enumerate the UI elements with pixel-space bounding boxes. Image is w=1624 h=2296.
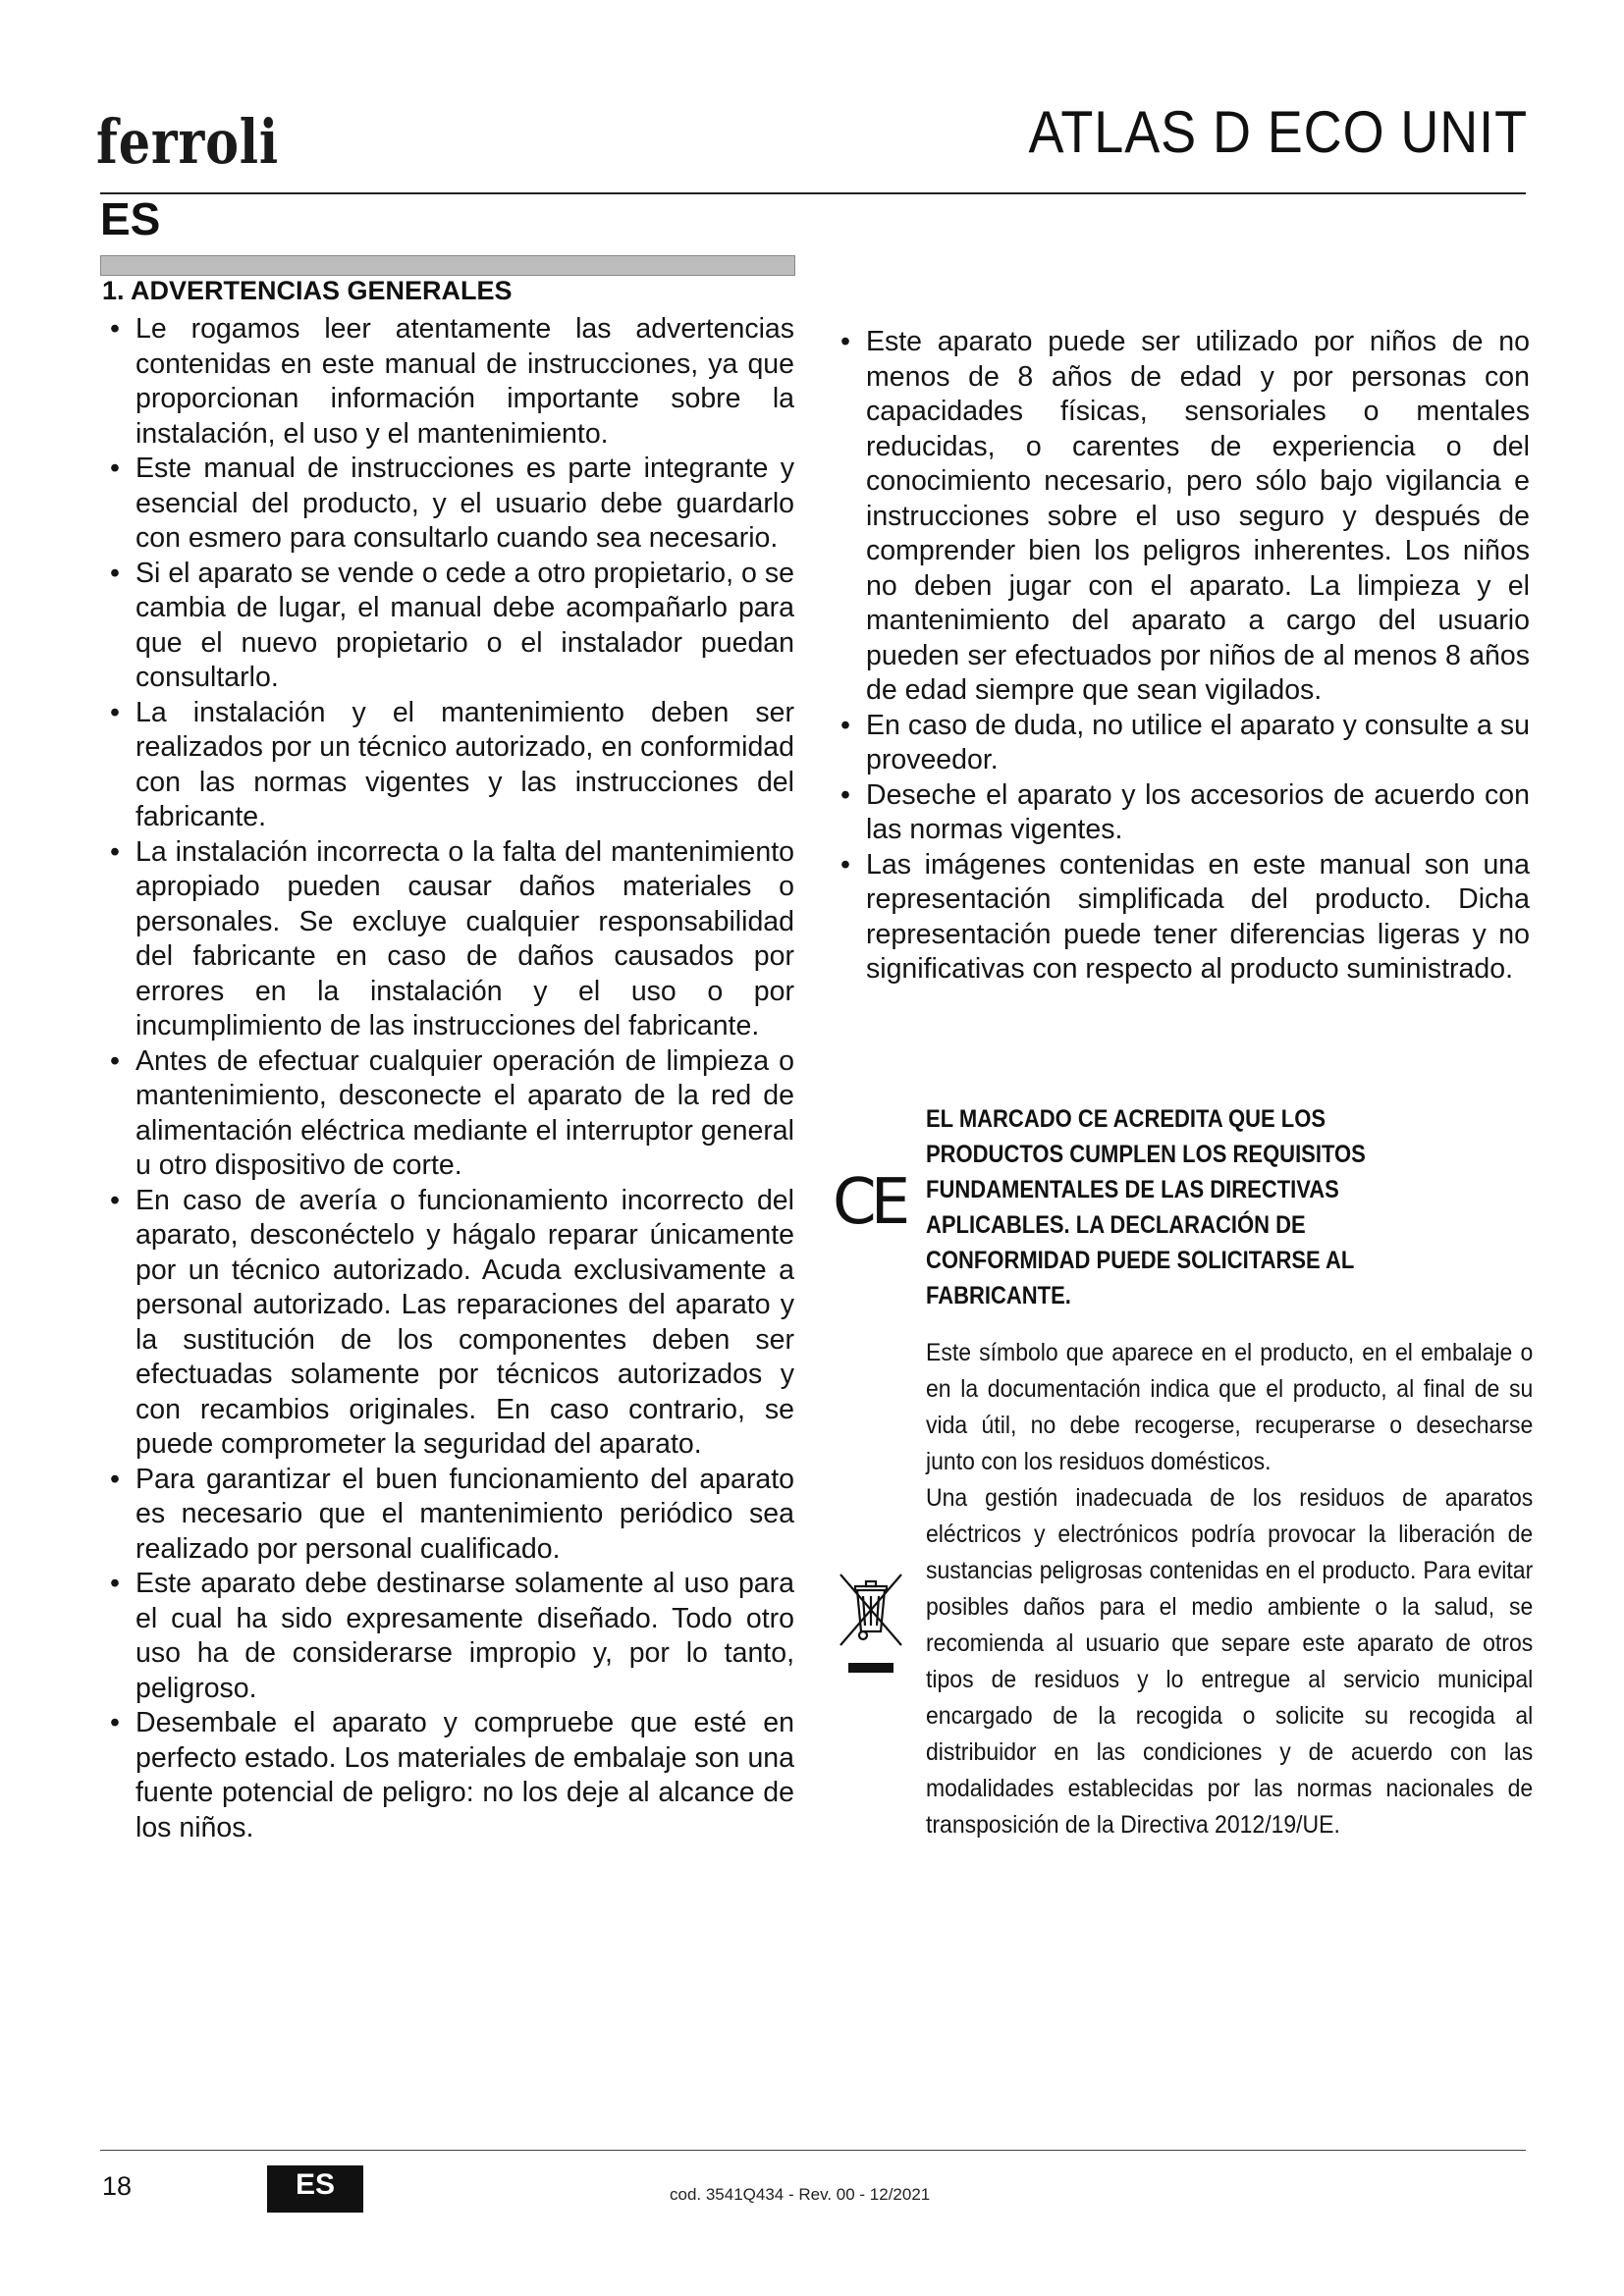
list-item: • Si el aparato se vende o cede a otro propietario, o se cambia de lugar, el manual debe acompañarlo para que el nuevo propietario o el instalador puedan consultarlo. xyxy=(100,557,794,696)
bullet-icon: • xyxy=(110,1568,120,1599)
ce-mark-icon: CE xyxy=(833,1166,905,1239)
list-item: • En caso de duda, no utilice el aparato y consulte a su proveedor. xyxy=(831,709,1530,778)
bullet-icon: • xyxy=(110,696,120,728)
bullet-icon: • xyxy=(110,1184,120,1216)
list-item: • Le rogamos leer atentamente las advertencias contenidas en este manual de instrucciones, ya que proporcionan información importante sobre la instalación, el uso y el mantenimiento. xyxy=(100,312,794,452)
bullet-icon: • xyxy=(110,1463,120,1495)
list-item: • Deseche el aparato y los accesorios de acuerdo con las normas vigentes. xyxy=(831,778,1530,848)
list-item: • La instalación incorrecta o la falta del mantenimiento apropiado pueden causar daños materiales o personales. Se excluye cualquier responsabilidad del fabricante en caso de daños causados por errores en la instalación y el uso o por incumplimiento de las instrucciones del fabricante. xyxy=(100,835,794,1044)
list-item: • Para garantizar el buen funcionamiento del aparato es necesario que el mantenimiento periódico sea realizado por personal cualificado. xyxy=(100,1463,794,1568)
bullet-icon: • xyxy=(110,835,120,868)
right-column xyxy=(831,325,1530,988)
bullet-icon: • xyxy=(110,557,120,589)
ce-notice-text: EL MARCADO CE ACREDITA QUE LOS PRODUCTOS CUMPLEN LOS REQUISITOS FUNDAMENTALES DE LAS DIRECTIVAS APLICABLES. LA DECLARACIÓN DE CONFORMIDAD PUEDE SOLICITARSE AL FABRICANTE. xyxy=(926,1105,1366,1309)
bullet-icon: • xyxy=(110,313,120,345)
bullet-icon: • xyxy=(840,778,850,811)
weee-notice-text xyxy=(926,1335,1533,1843)
list-item: • Desembale el aparato y compruebe que esté en perfecto estado. Los materiales de embalaje son una fuente potencial de peligro: no los deje al alcance de los niños. xyxy=(100,1706,794,1845)
list-item: • Este aparato puede ser utilizado por niños de no menos de 8 años de edad y por personas con capacidades físicas, sensoriales o mentales reducidas, o carentes de experiencia o del conocimiento necesario, pero sólo bajo vigilancia e instrucciones sobre el uso seguro y después de comprender bien los peligros inherentes. Los niños no deben jugar con el aparato. La limpieza y el mantenimiento del aparato a cargo del usuario pueden ser efectuados por niños de al menos 8 años de edad siempre que sean vigilados. xyxy=(831,325,1530,709)
list-item: • En caso de avería o funcionamiento incorrecto del aparato, desconéctelo y hágalo reparar únicamente por un técnico autorizado. Acuda exclusivamente a personal autorizado. Las reparaciones del aparato y la sustitución de los componentes deben ser efectuadas solamente por técnicos autorizados y con recambios originales. En caso contrario, se puede comprometer la seguridad del aparato. xyxy=(100,1184,794,1463)
bullet-icon: • xyxy=(840,326,850,357)
list-item: • Este aparato debe destinarse solamente al uso para el cual ha sido expresamente diseñado. Todo otro uso ha de considerarse impropio y, por lo tanto, peligroso. xyxy=(100,1567,794,1706)
brand-logo: ferroli xyxy=(96,106,280,178)
footer-divider xyxy=(100,2150,1526,2151)
bullet-icon: • xyxy=(840,848,850,881)
section-title: 1. ADVERTENCIAS GENERALES xyxy=(102,276,513,305)
list-item: • Este manual de instrucciones es parte integrante y esencial del producto, y el usuario debe guardarlo con esmero para consultarlo cuando sea necesario. xyxy=(100,452,794,557)
document-title: ATLAS D ECO UNIT xyxy=(1028,99,1528,165)
language-code: ES xyxy=(100,193,161,244)
bullet-icon: • xyxy=(110,453,120,484)
document-code: cod. 3541Q434 - Rev. 00 - 12/2021 xyxy=(670,2185,931,2204)
page-number: 18 xyxy=(102,2171,133,2201)
crossed-out-bin-icon xyxy=(837,1569,905,1679)
bullet-icon: • xyxy=(840,709,850,741)
list-item: • La instalación y el mantenimiento deben ser realizados por un técnico autorizado, en conformidad con las normas vigentes y las instrucciones del fabricante. xyxy=(100,696,794,835)
list-item: • Las imágenes contenidas en este manual son una representación simplificada del producto. Dicha representación puede tener diferencias ligeras y no significativas con respecto al producto suministrado. xyxy=(831,848,1530,988)
weee-paragraph: Una gestión inadecuada de los residuos de aparatos eléctricos y electrónicos podría provocar la liberación de sustancias peligrosas contenidas en el producto. Para evitar posibles daños para el medio ambiente o la salud, se recomienda al usuario que separe este aparato de otros tipos de residuos y lo entregue al servicio municipal encargado de la recogida o solicite su recogida al distribuidor en las condiciones y de acuerdo con las modalidades establecidas por las normas nacionales de transposición de la Directiva 2012/19/UE. xyxy=(926,1484,1534,1839)
bullet-icon: • xyxy=(110,1707,120,1738)
header-divider xyxy=(100,192,1526,194)
language-badge: ES xyxy=(267,2165,363,2213)
bullet-icon: • xyxy=(110,1044,120,1077)
weee-paragraph: Este símbolo que aparece en el producto, en el embalaje o en la documentación indica que el producto, al final de su vida útil, no debe recogerse, recuperarse o desecharse junto con los residuos domésticos. xyxy=(926,1339,1534,1475)
section-bar xyxy=(100,255,795,276)
list-item: • Antes de efectuar cualquier operación de limpieza o mantenimiento, desconecte el aparato de la red de alimentación eléctrica mediante el interruptor general u otro dispositivo de corte. xyxy=(100,1044,794,1184)
left-column xyxy=(100,312,794,1845)
